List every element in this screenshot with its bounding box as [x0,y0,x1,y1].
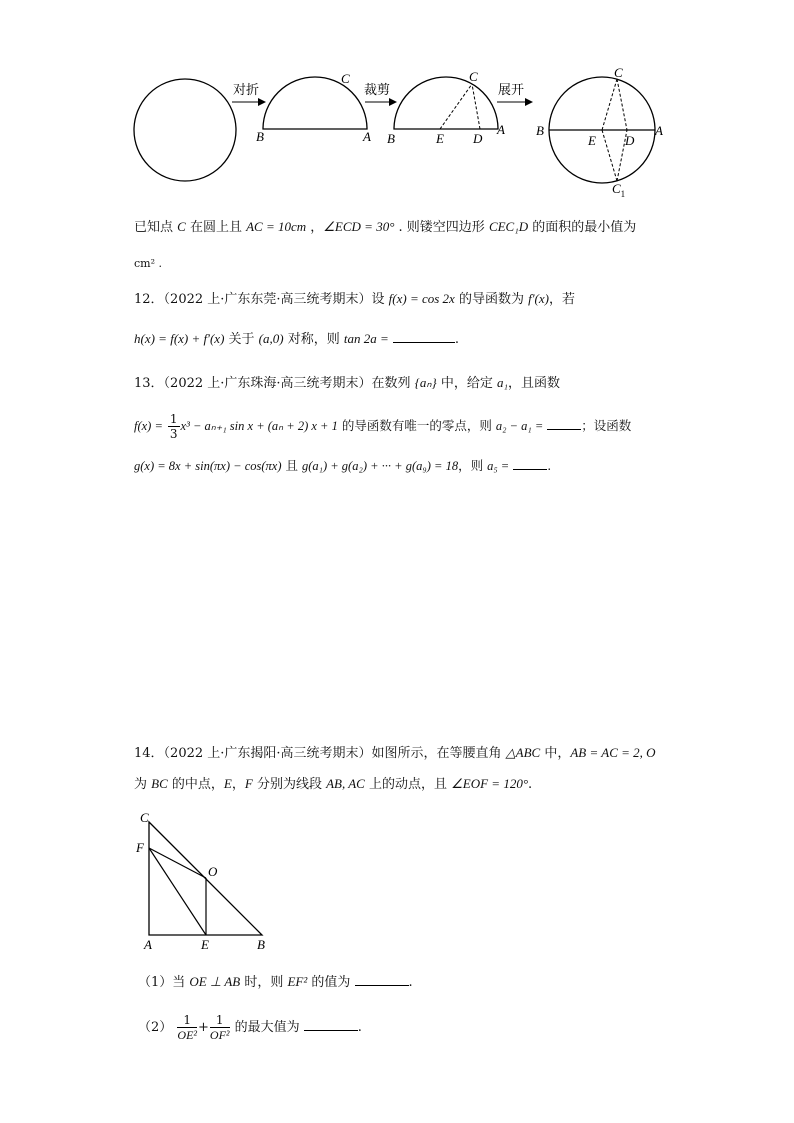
answer-blank[interactable] [393,330,455,343]
segment-FO [149,848,206,878]
fraction: $\frac{1}{3}$ [169,412,178,441]
q14-sub1: （1）当 OE ⊥ AB 时，则 EF² 的值为 . [138,974,413,990]
label-B: B [257,937,265,952]
semicircle-cut [394,77,498,129]
label-B-3: B [536,123,544,138]
q14-line1: 14．（2022 上·广东揭阳·高三统考期末）如图所示，在等腰直角 △ABC 中，AB = AC = 2, O [134,745,656,761]
triangle-figure [134,808,279,953]
fraction: $\frac{1}{\text{OF²}}$ [209,1013,230,1042]
folding-figure [125,62,685,202]
label-E: E [201,937,209,952]
answer-blank[interactable] [513,457,547,470]
label-D-3: D [625,133,635,148]
answer-blank[interactable] [304,1018,358,1031]
answer-blank[interactable] [547,417,581,430]
q13-line3: g(x) = 8x + sin(πx) − cos(πx) 且 g(a₁) + g(a₂) + ··· + g(a₉) = 18，则 a₅ = . [134,458,552,473]
label-C-2: C [469,69,478,84]
q13-line2: f(x) = $\frac{1}{3}$ x³ − aₙ₊₁ sin x + (aₙ + 2) x + 1 的导函数有唯一的零点，则 a₂ − a₁ = ；设函数 [134,412,632,441]
semicircle-folded [263,77,367,129]
label-A-3: A [655,123,663,138]
label-D-2: D [473,131,483,146]
q13-line1: 13．（2022 上·广东珠海·高三统考期末）在数列 {aₙ} 中，给定 a₁，且函数 [134,375,561,391]
answer-blank[interactable] [355,973,409,986]
label-A-1: A [363,129,371,144]
label-C-3: C [614,65,623,80]
label-fold: 对折 [233,83,260,98]
q12-line2: h(x) = f(x) + f′(x) 关于 (a,0) 对称，则 tan 2a = . [134,331,460,347]
circle-original [134,79,236,181]
q11-line1: 已知点 C 在圆上且 AC = 10cm ，∠ECD = 30° . 则镂空四边形 CEC₁D 的面积的最小值为 [134,219,637,235]
q11-line2: cm² . [134,257,163,270]
label-unfold: 展开 [498,83,525,98]
label-C1-3: $C_1$ [612,181,626,199]
label-F: F [136,840,144,855]
label-C-1: C [341,71,350,86]
label-E-3: E [588,133,596,148]
label-A-2: A [497,122,505,137]
q14-line2: 为 BC 的中点，E，F 分别为线段 AB, AC 上的动点，且 ∠EOF = 120°. [134,776,533,792]
label-cut: 裁剪 [364,83,391,98]
q14-sub2: （2） $\frac{1}{\text{OE²}}$ + $\frac{1}{\text{OF²}}$ 的最大值为 . [138,1013,362,1042]
label-E-2: E [436,131,444,146]
label-C: C [140,810,149,825]
label-B-2: B [387,131,395,146]
label-B-1: B [256,129,264,144]
fraction: $\frac{1}{\text{OE²}}$ [177,1013,198,1042]
label-A: A [144,937,152,952]
q12-line1: 12．（2022 上·广东东莞·高三统考期末）设 f(x) = cos 2x 的导函数为 f′(x)，若 [134,291,575,307]
segment-FE [149,848,206,935]
label-O: O [208,864,218,879]
